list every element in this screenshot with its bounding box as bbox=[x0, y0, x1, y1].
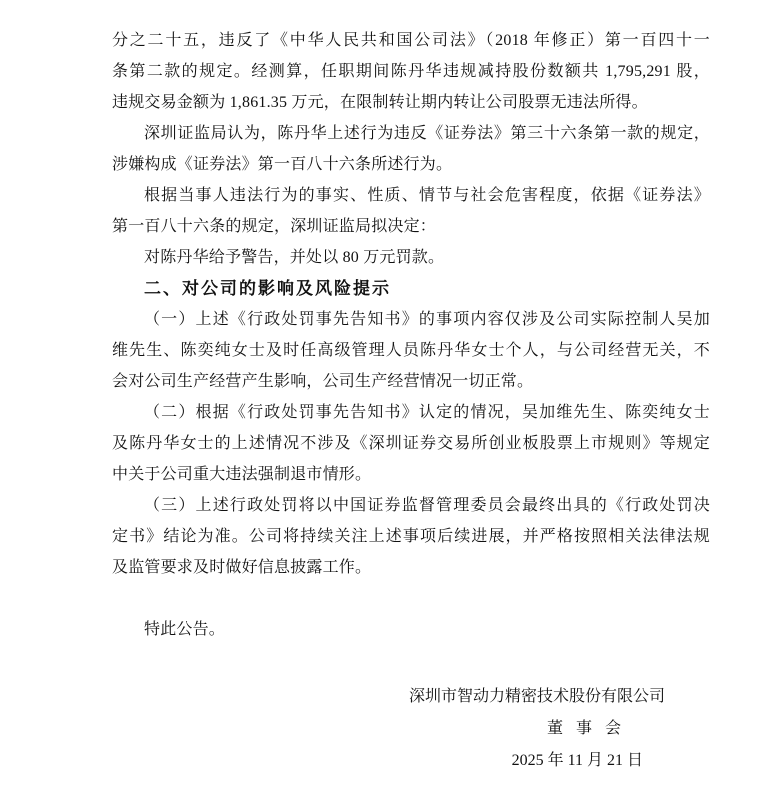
text-line: 分之二十五，违反了《中华人民共和国公司法》（2018 年修正）第一百四十一 bbox=[112, 32, 710, 49]
text-line: 涉嫌构成《证券法》第一百八十六条所述行为。 bbox=[112, 156, 453, 173]
paragraph-impact-item-2 bbox=[112, 397, 710, 490]
closing-text: 特此公告。 bbox=[144, 621, 226, 638]
paragraph-violation-details bbox=[112, 25, 710, 118]
text-line: 及陈丹华女士的上述情况不涉及《深圳证券交易所创业板股票上市规则》等规定 bbox=[112, 435, 710, 452]
text-line: 深圳证监局认为，陈丹华上述行为违反《证券法》第三十六条第一款的规定， bbox=[144, 125, 710, 142]
text-line: 违规交易金额为 1,861.35 万元，在限制转让期内转让公司股票无违法所得。 bbox=[112, 94, 648, 111]
paragraph-regulator-opinion bbox=[112, 118, 710, 180]
text-line: 定书》结论为准。公司将持续关注上述事项后续进展，并严格按照相关法律法规 bbox=[112, 528, 710, 545]
text-line: 第一百八十六条的规定，深圳证监局拟决定： bbox=[112, 218, 437, 235]
paragraph-penalty-decision bbox=[112, 242, 710, 273]
paragraph-impact-item-3 bbox=[112, 490, 710, 583]
text-line: （一）上述《行政处罚事先告知书》的事项内容仅涉及公司实际控制人吴加 bbox=[144, 311, 710, 328]
paragraph-decision-basis bbox=[112, 180, 710, 242]
section-heading-impact bbox=[112, 273, 710, 304]
text-line: （二）根据《行政处罚事先告知书》认定的情况，吴加维先生、陈奕纯女士 bbox=[144, 404, 710, 421]
text-line: （三）上述行政处罚将以中国证券监督管理委员会最终出具的《行政处罚决 bbox=[144, 497, 710, 514]
signature-block bbox=[112, 681, 710, 777]
text-line: 中关于公司重大违法强制退市情形。 bbox=[112, 466, 372, 483]
section-heading-text: 二、对公司的影响及风险提示 bbox=[144, 279, 391, 298]
signature-board: 董 事 会 bbox=[546, 720, 622, 737]
closing-statement bbox=[112, 614, 710, 645]
text-line: 维先生、陈奕纯女士及时任高级管理人员陈丹华女士个人，与公司经营无关，不 bbox=[112, 342, 710, 359]
text-line: 对陈丹华给予警告，并处以 80 万元罚款。 bbox=[144, 249, 445, 266]
text-line: 会对公司生产经营产生影响，公司生产经营情况一切正常。 bbox=[112, 373, 534, 390]
paragraph-impact-item-1 bbox=[112, 304, 710, 397]
signature-company: 深圳市智动力精密技术股份有限公司 bbox=[408, 688, 665, 705]
signature-date: 2025 年 11 月 21 日 bbox=[511, 752, 643, 769]
text-line: 条第二款的规定。经测算，任职期间陈丹华违规减持股份数额共 1,795,291 股， bbox=[112, 63, 710, 80]
text-line: 根据当事人违法行为的事实、性质、情节与社会危害程度，依据《证券法》 bbox=[144, 187, 710, 204]
text-line: 及监管要求及时做好信息披露工作。 bbox=[112, 559, 372, 576]
